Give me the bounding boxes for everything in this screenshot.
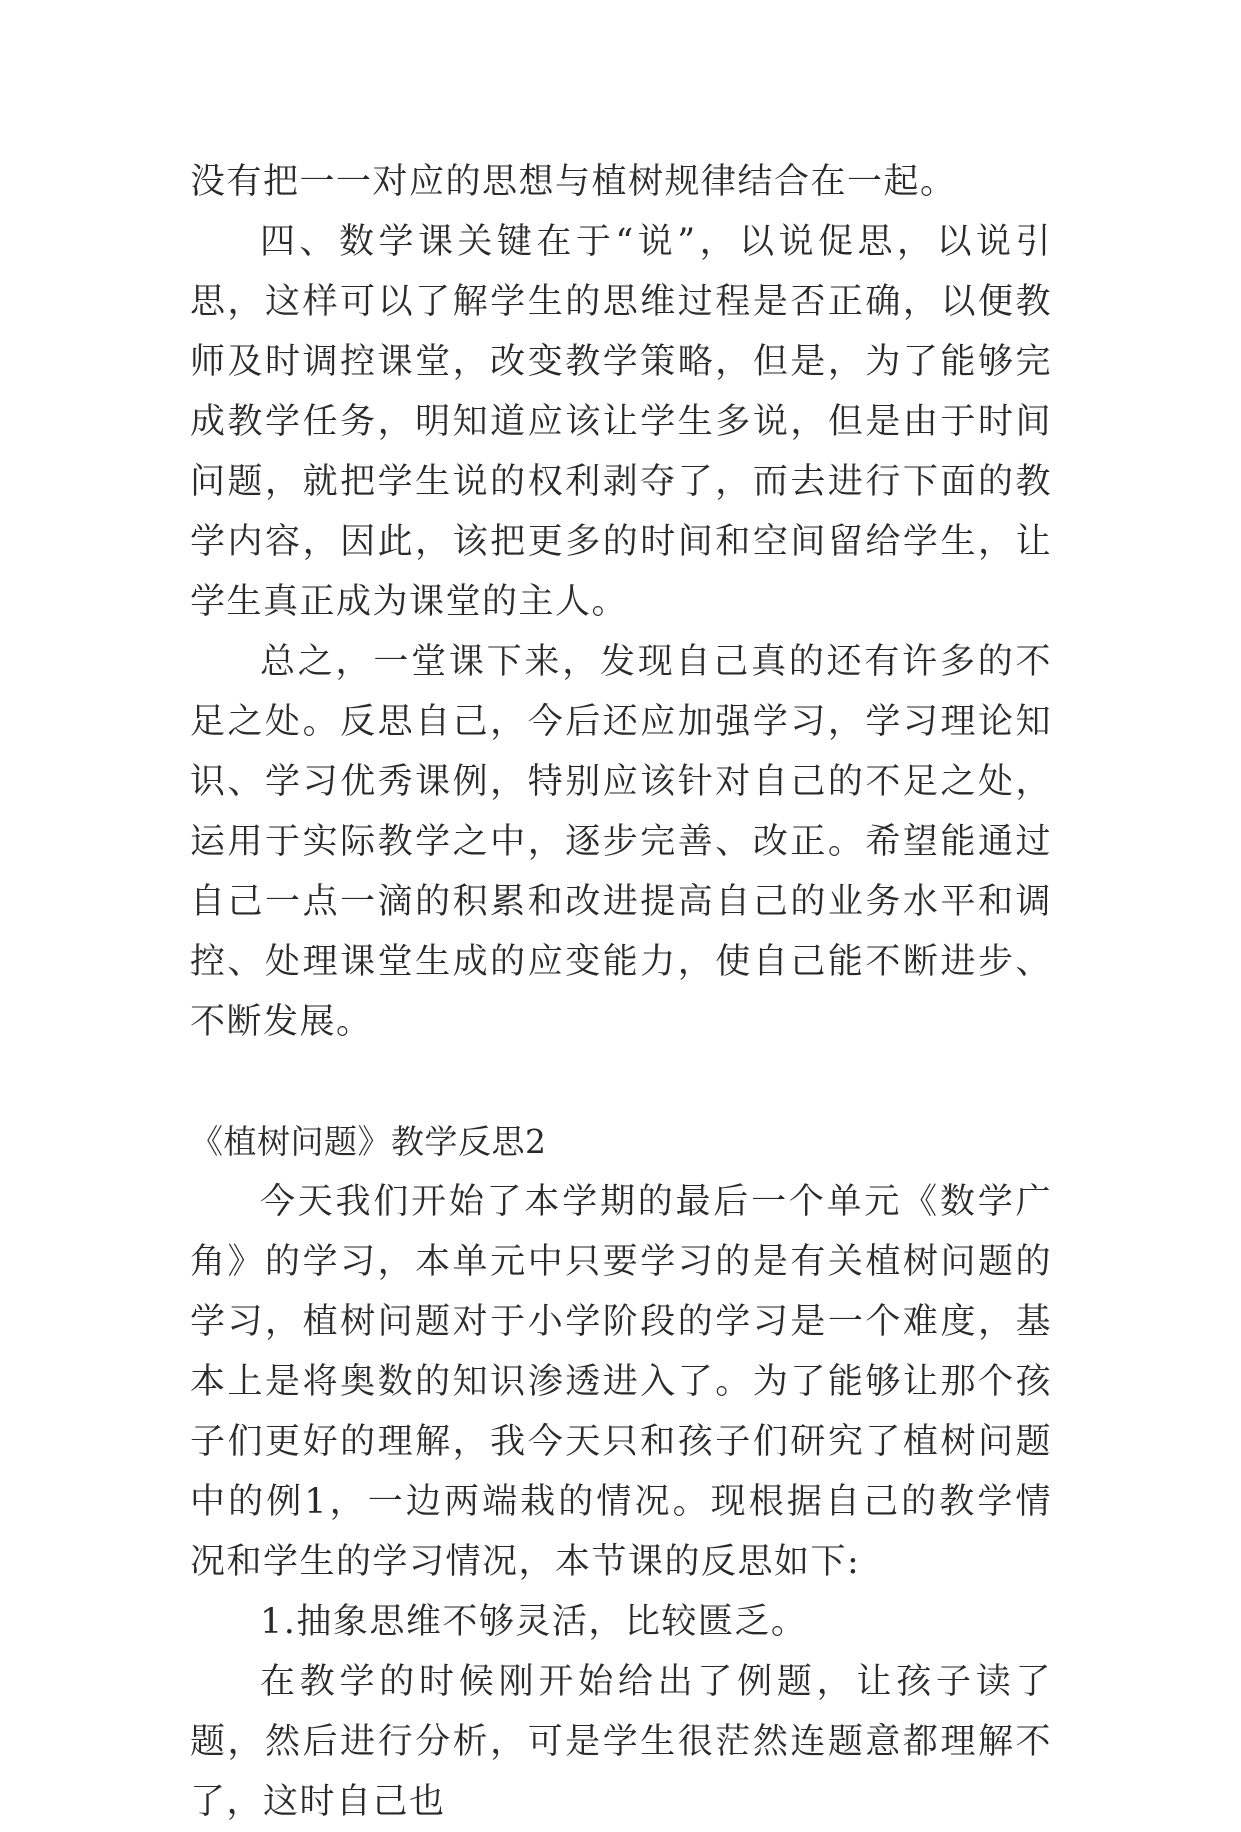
paragraph: 在教学的时候刚开始给出了例题，让孩子读了题，然后进行分析，可是学生很茫然连题意都理解不了，这时自己也: [190, 1662, 1052, 1822]
section-heading: 《植树问题》教学反思2: [190, 1122, 547, 1161]
document-body: [190, 152, 1052, 1832]
paragraph: 四、数学课关键在于“说”，以说促思，以说引思，这样可以了解学生的思维过程是否正确，以便教师及时调控课堂，改变教学策略，但是，为了能够完成教学任务，明知道应该让学生多说，但是由于时间问题，就把学生说的权利剥夺了，而去进行下面的教学内容，因此，该把更多的时间和空间留给学生，让学生真正成为课堂的主人。: [190, 222, 1052, 622]
paragraph: 1.抽象思维不够灵活，比较匮乏。: [260, 1602, 808, 1642]
paragraph: 今天我们开始了本学期的最后一个单元《数学广角》的学习，本单元中只要学习的是有关植树问题的学习，植树问题对于小学阶段的学习是一个难度，基本上是将奥数的知识渗透进入了。为了能够让那个孩子们更好的理解，我今天只和孩子们研究了植树问题中的例1，一边两端栽的情况。现根据自己的教学情况和学生的学习情况，本节课的反思如下:: [190, 1182, 1052, 1582]
paragraph: 总之，一堂课下来，发现自己真的还有许多的不足之处。反思自己，今后还应加强学习，学习理论知识、学习优秀课例，特别应该针对自己的不足之处，运用于实际教学之中，逐步完善、改正。希望能通过自己一点一滴的积累和改进提高自己的业务水平和调控、处理课堂生成的应变能力，使自己能不断进步、不断发展。: [190, 642, 1052, 1042]
paragraph: 没有把一一对应的思想与植树规律结合在一起。: [190, 162, 957, 202]
